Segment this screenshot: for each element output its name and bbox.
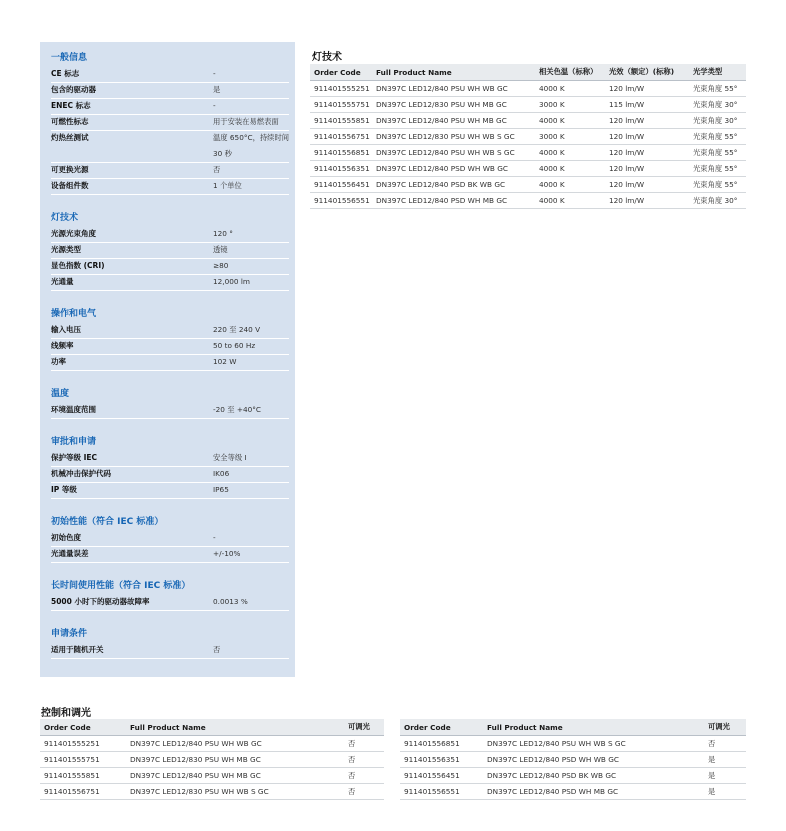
lamp-table-row xyxy=(310,193,746,209)
spec-label: 设备组件数 xyxy=(51,181,89,190)
table-cell: DN397C LED12/840 PSU WH WB S GC xyxy=(483,736,704,752)
row-divider xyxy=(51,418,289,419)
table-cell: 911401556751 xyxy=(310,129,372,145)
spec-label: 输入电压 xyxy=(51,325,81,334)
spec-label: 功率 xyxy=(51,357,66,366)
table-cell: 911401555251 xyxy=(310,81,372,97)
control-dimming-title: 控制和调光 xyxy=(41,708,91,719)
spec-section-title: 温度 xyxy=(51,389,70,399)
table-cell: DN397C LED12/840 PSU WH MB GC xyxy=(372,113,535,129)
spec-section-title: 审批和申请 xyxy=(51,437,97,447)
spec-row xyxy=(51,258,291,274)
column-header: Full Product Name xyxy=(126,719,344,736)
spec-section-title: 长时间使用性能（符合 IEC 标准） xyxy=(51,581,191,591)
row-divider xyxy=(51,290,289,291)
lamp-table-row xyxy=(310,81,746,97)
spec-label: 光源光束角度 xyxy=(51,229,96,238)
table-cell: 120 lm/W xyxy=(605,145,689,161)
row-divider xyxy=(51,610,289,611)
spec-section-title: 申请条件 xyxy=(51,629,88,639)
control-table-row xyxy=(400,752,746,768)
spec-label: 可更换光源 xyxy=(51,165,89,174)
spec-value: 用于安装在易燃表面 xyxy=(213,117,279,126)
spec-value: 102 W xyxy=(213,357,237,366)
table-cell: DN397C LED12/840 PSD WH MB GC xyxy=(483,784,704,800)
spec-row xyxy=(51,402,291,418)
spec-label: IP 等级 xyxy=(51,485,77,494)
column-header: Order Code xyxy=(40,719,126,736)
spec-value: +/-10% xyxy=(213,549,241,558)
table-cell: DN397C LED12/840 PSD WH MB GC xyxy=(372,193,535,209)
table-cell: 光束角度 55° xyxy=(689,129,746,145)
spec-label: 适用于随机开关 xyxy=(51,645,104,654)
table-cell: 120 lm/W xyxy=(605,81,689,97)
table-cell: 4000 K xyxy=(535,81,605,97)
spec-value: 透镜 xyxy=(213,245,228,254)
table-cell: 否 xyxy=(344,752,384,768)
row-divider xyxy=(51,498,289,499)
spec-label: CE 标志 xyxy=(51,69,80,78)
spec-value: 1 个单位 xyxy=(213,181,242,190)
spec-value: ≥80 xyxy=(213,261,229,270)
table-cell: 4000 K xyxy=(535,145,605,161)
spec-section-title: 一般信息 xyxy=(51,53,88,63)
table-cell: DN397C LED12/830 PSU WH MB GC xyxy=(372,97,535,113)
table-cell: 911401555251 xyxy=(40,736,126,752)
table-cell: 光束角度 55° xyxy=(689,145,746,161)
spec-value: 0.0013 % xyxy=(213,597,248,606)
spec-row xyxy=(51,466,291,482)
table-cell: 光束角度 55° xyxy=(689,177,746,193)
column-header: 相关色温（标称） xyxy=(535,64,605,81)
spec-section-title: 初始性能（符合 IEC 标准） xyxy=(51,517,164,527)
column-header: 可调光 xyxy=(344,719,384,736)
spec-row xyxy=(51,226,291,242)
table-cell: 光束角度 30° xyxy=(689,113,746,129)
table-cell: 否 xyxy=(344,736,384,752)
row-divider xyxy=(51,658,289,659)
spec-label: 灼热丝测试 xyxy=(51,133,89,142)
table-cell: 是 xyxy=(704,752,746,768)
spec-value: 120 ° xyxy=(213,229,233,238)
table-cell: 120 lm/W xyxy=(605,177,689,193)
spec-label: 显色指数 (CRI) xyxy=(51,261,105,270)
table-cell: 光束角度 55° xyxy=(689,81,746,97)
table-cell: 911401556451 xyxy=(310,177,372,193)
spec-value: 50 to 60 Hz xyxy=(213,341,256,350)
table-cell: DN397C LED12/840 PSD BK WB GC xyxy=(483,768,704,784)
table-cell: 911401556551 xyxy=(310,193,372,209)
table-cell: 光束角度 30° xyxy=(689,193,746,209)
lamp-table-row xyxy=(310,177,746,193)
table-cell: 120 lm/W xyxy=(605,129,689,145)
table-cell: DN397C LED12/840 PSD BK WB GC xyxy=(372,177,535,193)
table-cell: DN397C LED12/840 PSU WH MB GC xyxy=(126,768,344,784)
control-table-row xyxy=(40,784,384,800)
spec-row xyxy=(51,642,291,658)
spec-label: 机械冲击保护代码 xyxy=(51,469,111,478)
table-cell: 是 xyxy=(704,768,746,784)
table-cell: 3000 K xyxy=(535,97,605,113)
spec-label: 光通量误差 xyxy=(51,549,89,558)
spec-value: 220 至 240 V xyxy=(213,325,261,334)
spec-label: 可燃性标志 xyxy=(51,117,89,126)
control-table-row xyxy=(400,736,746,752)
table-cell: DN397C LED12/840 PSU WH WB GC xyxy=(126,736,344,752)
lamp-table-row xyxy=(310,113,746,129)
table-cell: 911401556851 xyxy=(400,736,483,752)
control-table-row xyxy=(400,784,746,800)
table-cell: 911401555851 xyxy=(40,768,126,784)
column-header: Order Code xyxy=(310,64,372,81)
spec-value: IP65 xyxy=(213,485,229,494)
lamp-table-row xyxy=(310,161,746,177)
spec-label: 5000 小时下的驱动器故障率 xyxy=(51,597,150,606)
row-divider xyxy=(51,370,289,371)
spec-label: 初始色度 xyxy=(51,533,81,542)
spec-row xyxy=(51,98,291,114)
spec-row xyxy=(51,178,291,194)
lamp-table-row xyxy=(310,97,746,113)
spec-section-title: 操作和电气 xyxy=(51,309,97,319)
table-cell: DN397C LED12/830 PSU WH WB S GC xyxy=(126,784,344,800)
table-cell: 911401556351 xyxy=(310,161,372,177)
spec-row xyxy=(51,322,291,338)
table-cell: DN397C LED12/830 PSU WH MB GC xyxy=(126,752,344,768)
table-cell: DN397C LED12/840 PSD WH WB GC xyxy=(483,752,704,768)
column-header: Full Product Name xyxy=(483,719,704,736)
column-header: 可调光 xyxy=(704,719,746,736)
control-table-row xyxy=(40,752,384,768)
spec-value: 是 xyxy=(213,85,221,94)
table-cell: 911401556451 xyxy=(400,768,483,784)
spec-label: ENEC 标志 xyxy=(51,101,91,110)
lamp-table-row xyxy=(310,129,746,145)
spec-label: 光源类型 xyxy=(51,245,81,254)
table-cell: 4000 K xyxy=(535,193,605,209)
spec-row xyxy=(51,546,291,562)
table-cell: 否 xyxy=(344,768,384,784)
spec-row xyxy=(51,338,291,354)
spec-row xyxy=(51,82,291,98)
spec-value: - xyxy=(213,101,216,110)
spec-row xyxy=(51,66,291,82)
table-cell: DN397C LED12/830 PSU WH WB S GC xyxy=(372,129,535,145)
table-cell: 911401556851 xyxy=(310,145,372,161)
spec-row xyxy=(51,242,291,258)
table-cell: 是 xyxy=(704,784,746,800)
spec-row xyxy=(51,162,291,178)
row-divider xyxy=(51,194,289,195)
column-header: 光效（额定）(标称) xyxy=(605,64,689,81)
table-cell: 911401556551 xyxy=(400,784,483,800)
spec-value: 温度 650°C，持续时间 30 秒 xyxy=(213,133,290,158)
lamp-technology-table xyxy=(310,64,746,209)
table-cell: 911401556751 xyxy=(40,784,126,800)
table-cell: 120 lm/W xyxy=(605,161,689,177)
table-cell: 否 xyxy=(704,736,746,752)
table-cell: 911401555751 xyxy=(40,752,126,768)
spec-value: 否 xyxy=(213,165,221,174)
spec-section-title: 灯技术 xyxy=(51,213,79,223)
spec-row xyxy=(51,274,291,290)
table-cell: DN397C LED12/840 PSU WH WB S GC xyxy=(372,145,535,161)
spec-value: IK06 xyxy=(213,469,230,478)
control-table-left xyxy=(40,719,384,800)
table-cell: 光束角度 30° xyxy=(689,97,746,113)
spec-row xyxy=(51,530,291,546)
spec-label: 光通量 xyxy=(51,277,74,286)
table-cell: 911401556351 xyxy=(400,752,483,768)
spec-label: 线频率 xyxy=(51,341,74,350)
spec-value: - xyxy=(213,69,216,78)
control-table-row xyxy=(400,768,746,784)
table-cell: 4000 K xyxy=(535,161,605,177)
spec-row xyxy=(51,354,291,370)
spec-value: -20 至 +40°C xyxy=(213,405,261,414)
spec-value: 安全等级 I xyxy=(213,453,247,462)
spec-value: 12,000 lm xyxy=(213,277,250,286)
table-cell: DN397C LED12/840 PSU WH WB GC xyxy=(372,81,535,97)
spec-row xyxy=(51,130,291,162)
spec-value: 否 xyxy=(213,645,221,654)
spec-label: 保护等级 IEC xyxy=(51,453,98,462)
column-header: Order Code xyxy=(400,719,483,736)
control-table-right xyxy=(400,719,746,800)
spec-row xyxy=(51,114,291,130)
table-cell: 4000 K xyxy=(535,177,605,193)
lamp-technology-title: 灯技术 xyxy=(312,52,342,63)
lamp-table-row xyxy=(310,145,746,161)
table-cell: 3000 K xyxy=(535,129,605,145)
control-table-row xyxy=(40,768,384,784)
row-divider xyxy=(51,562,289,563)
table-cell: DN397C LED12/840 PSD WH WB GC xyxy=(372,161,535,177)
table-cell: 120 lm/W xyxy=(605,113,689,129)
table-cell: 光束角度 55° xyxy=(689,161,746,177)
column-header: 光学类型 xyxy=(689,64,746,81)
spec-panel xyxy=(40,42,295,677)
table-cell: 4000 K xyxy=(535,113,605,129)
table-cell: 911401555751 xyxy=(310,97,372,113)
column-header: Full Product Name xyxy=(372,64,535,81)
spec-label: 环境温度范围 xyxy=(51,405,96,414)
control-table-row xyxy=(40,736,384,752)
table-cell: 120 lm/W xyxy=(605,193,689,209)
table-cell: 否 xyxy=(344,784,384,800)
table-cell: 911401555851 xyxy=(310,113,372,129)
table-cell: 115 lm/W xyxy=(605,97,689,113)
spec-row xyxy=(51,482,291,498)
spec-row xyxy=(51,594,291,610)
spec-row xyxy=(51,450,291,466)
spec-value: - xyxy=(213,533,216,542)
spec-label: 包含的驱动器 xyxy=(51,85,96,94)
